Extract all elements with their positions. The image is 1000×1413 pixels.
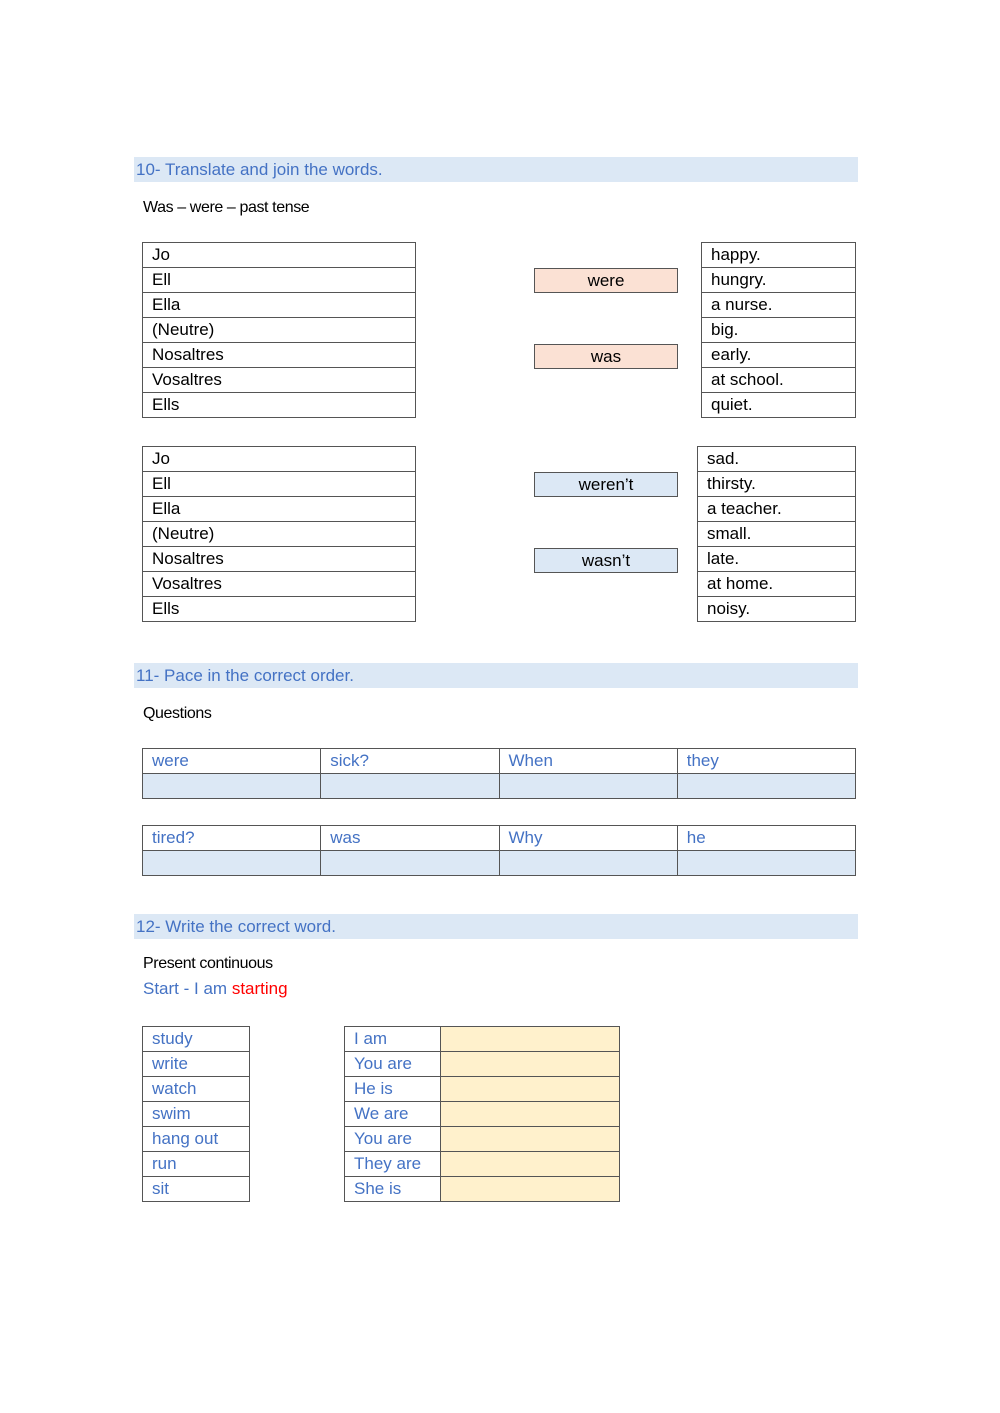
complement-cell[interactable]: a teacher. — [698, 497, 856, 522]
subject-cell: (Neutre) — [143, 522, 416, 547]
table-row — [702, 393, 856, 418]
table-row — [345, 1152, 620, 1177]
word-cell: he — [677, 826, 855, 851]
table-row — [698, 597, 856, 622]
verb-werent-box[interactable]: weren’t — [534, 472, 678, 497]
table-row — [345, 1102, 620, 1127]
table-row — [702, 243, 856, 268]
table-row — [143, 268, 416, 293]
complements-table-a — [701, 242, 856, 418]
table-row — [698, 522, 856, 547]
answer-cell[interactable] — [499, 774, 677, 799]
section-10-header: 10- Translate and join the words. — [134, 157, 858, 182]
table-row — [143, 293, 416, 318]
question-2-table — [142, 825, 856, 876]
verbs-table — [142, 1026, 250, 1202]
complement-cell[interactable]: at school. — [702, 368, 856, 393]
table-row — [143, 522, 416, 547]
word-cell: were — [143, 749, 321, 774]
verb-cell: sit — [143, 1177, 250, 1202]
table-row — [345, 1127, 620, 1152]
complement-cell[interactable]: sad. — [698, 447, 856, 472]
table-row — [143, 1177, 250, 1202]
word-cell: Why — [499, 826, 677, 851]
subject-cell: Nosaltres — [143, 547, 416, 572]
table-row — [702, 343, 856, 368]
verb-cell: hang out — [143, 1127, 250, 1152]
answer-cell[interactable] — [441, 1127, 620, 1152]
answer-cell[interactable] — [441, 1052, 620, 1077]
table-row — [698, 472, 856, 497]
complement-cell[interactable]: noisy. — [698, 597, 856, 622]
table-row — [143, 1027, 250, 1052]
table-row — [143, 318, 416, 343]
table-row — [702, 368, 856, 393]
section-11-header: 11- Pace in the correct order. — [134, 663, 858, 688]
answer-cell[interactable] — [143, 851, 321, 876]
section-12-header: 12- Write the correct word. — [134, 914, 858, 939]
subject-cell: Ell — [143, 268, 416, 293]
question-1-table — [142, 748, 856, 799]
subject-cell: (Neutre) — [143, 318, 416, 343]
pronoun-cell: You are — [345, 1052, 441, 1077]
table-row — [345, 1177, 620, 1202]
subject-cell: Vosaltres — [143, 368, 416, 393]
subject-cell: Ella — [143, 293, 416, 318]
subject-cell: Ells — [143, 597, 416, 622]
table-row — [143, 749, 856, 774]
table-row — [143, 572, 416, 597]
subject-cell: Ella — [143, 497, 416, 522]
pronoun-cell: He is — [345, 1077, 441, 1102]
table-row — [345, 1052, 620, 1077]
subject-cell: Jo — [143, 243, 416, 268]
section-12-subtitle: Present continuous — [143, 955, 273, 972]
table-row — [702, 293, 856, 318]
answer-cell[interactable] — [499, 851, 677, 876]
complement-cell[interactable]: quiet. — [702, 393, 856, 418]
word-cell: they — [677, 749, 855, 774]
table-row — [345, 1077, 620, 1102]
table-row — [143, 243, 416, 268]
subject-cell: Ells — [143, 393, 416, 418]
table-row — [143, 472, 416, 497]
answer-cell[interactable] — [321, 774, 499, 799]
table-row — [143, 368, 416, 393]
table-row — [143, 1127, 250, 1152]
answer-cell[interactable] — [441, 1027, 620, 1052]
answer-row — [143, 851, 856, 876]
word-cell: was — [321, 826, 499, 851]
section-10-subtitle: Was – were – past tense — [143, 199, 310, 216]
table-row — [143, 1102, 250, 1127]
table-row — [702, 268, 856, 293]
table-row — [345, 1027, 620, 1052]
table-row — [143, 1152, 250, 1177]
section-11-subtitle: Questions — [143, 705, 212, 722]
table-row — [143, 343, 416, 368]
example-answer: starting — [231, 979, 288, 998]
answer-cell[interactable] — [441, 1177, 620, 1202]
table-row — [143, 497, 416, 522]
table-row — [698, 547, 856, 572]
complement-cell[interactable]: small. — [698, 522, 856, 547]
verb-cell: write — [143, 1052, 250, 1077]
answer-cell[interactable] — [143, 774, 321, 799]
table-row — [143, 1077, 250, 1102]
answer-cell[interactable] — [441, 1102, 620, 1127]
answer-cell[interactable] — [677, 851, 855, 876]
verb-cell: watch — [143, 1077, 250, 1102]
table-row — [143, 826, 856, 851]
conjugation-table — [344, 1026, 620, 1202]
table-row — [698, 497, 856, 522]
pronoun-cell: I am — [345, 1027, 441, 1052]
complement-cell[interactable]: big. — [702, 318, 856, 343]
complement-cell[interactable]: at home. — [698, 572, 856, 597]
answer-cell[interactable] — [441, 1152, 620, 1177]
pronoun-cell: They are — [345, 1152, 441, 1177]
complement-cell[interactable]: early. — [702, 343, 856, 368]
verb-cell: swim — [143, 1102, 250, 1127]
word-cell: When — [499, 749, 677, 774]
complement-cell[interactable]: hungry. — [702, 268, 856, 293]
table-row — [143, 547, 416, 572]
subject-cell: Nosaltres — [143, 343, 416, 368]
subject-cell: Jo — [143, 447, 416, 472]
verb-cell: run — [143, 1152, 250, 1177]
answer-cell[interactable] — [677, 774, 855, 799]
complements-table-b — [697, 446, 856, 622]
verb-wasnt-box[interactable]: wasn’t — [534, 548, 678, 573]
table-row — [698, 447, 856, 472]
table-row — [143, 447, 416, 472]
answer-cell[interactable] — [441, 1077, 620, 1102]
complement-cell[interactable]: happy. — [702, 243, 856, 268]
pronoun-cell: She is — [345, 1177, 441, 1202]
subjects-table-b — [142, 446, 416, 622]
answer-row — [143, 774, 856, 799]
answer-cell[interactable] — [321, 851, 499, 876]
example-line — [143, 979, 288, 999]
complement-cell[interactable]: a nurse. — [702, 293, 856, 318]
example-prefix: Start - I am — [143, 979, 228, 998]
subject-cell: Vosaltres — [143, 572, 416, 597]
table-row — [143, 597, 416, 622]
verb-were-box[interactable]: were — [534, 268, 678, 293]
verb-was-box[interactable]: was — [534, 344, 678, 369]
complement-cell[interactable]: thirsty. — [698, 472, 856, 497]
verb-cell: study — [143, 1027, 250, 1052]
subjects-table-a — [142, 242, 416, 418]
table-row — [143, 1052, 250, 1077]
pronoun-cell: We are — [345, 1102, 441, 1127]
table-row — [702, 318, 856, 343]
table-row — [698, 572, 856, 597]
pronoun-cell: You are — [345, 1127, 441, 1152]
table-row — [143, 393, 416, 418]
subject-cell: Ell — [143, 472, 416, 497]
word-cell: sick? — [321, 749, 499, 774]
complement-cell[interactable]: late. — [698, 547, 856, 572]
word-cell: tired? — [143, 826, 321, 851]
